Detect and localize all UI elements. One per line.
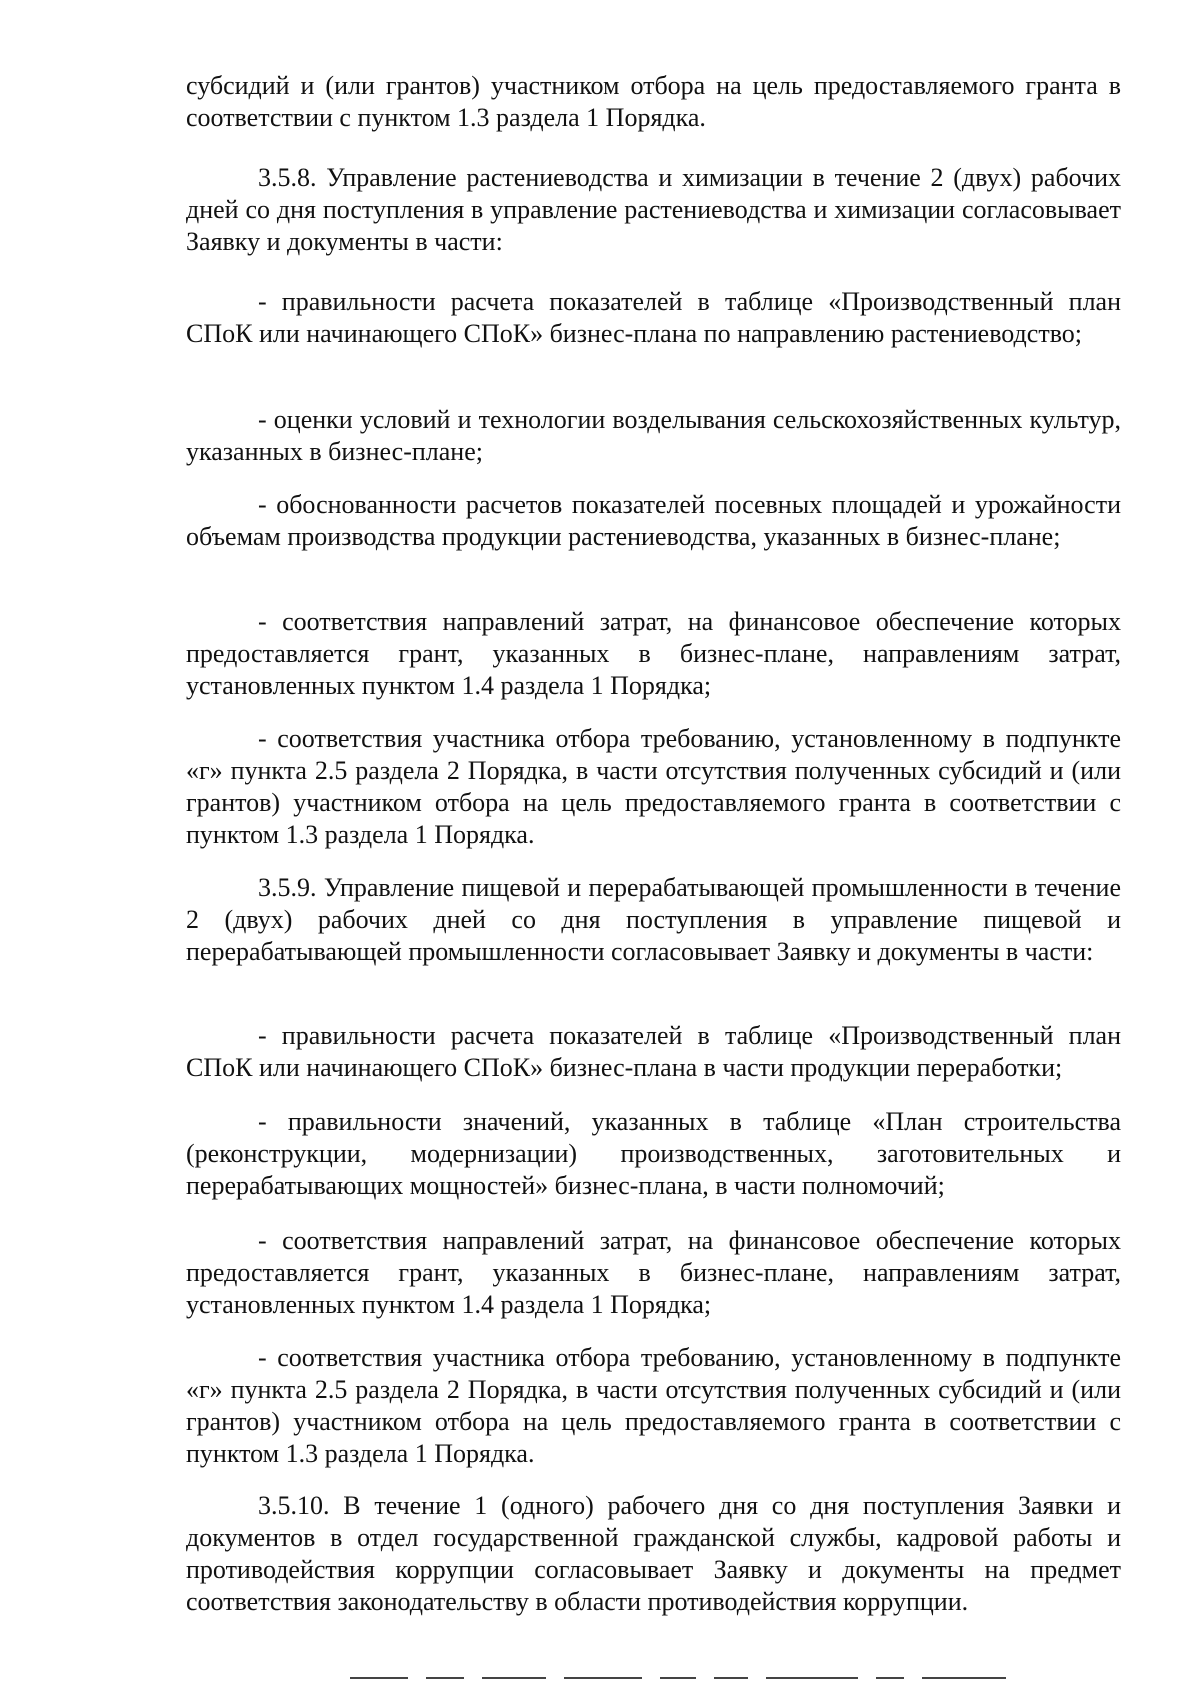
list-item-participant-requirement: - соответствия участника отбора требованию, установленному в подпункте «г» пункта 2.5 раздела 2 Порядка, в части отсутствия полученных субсидий и (или грантов) участником отбора на цель предоставляемого гранта в соответствии с пунктом 1.3 раздела 1 Порядка. bbox=[186, 724, 1121, 849]
list-item-participant-requirement-2: - соответствия участника отбора требованию, установленному в подпункте «г» пункта 2.5 раздела 2 Порядка, в части отсутствия полученных субсидий и (или грантов) участником отбора на цель предоставляемого гранта в соответствии с пунктом 1.3 раздела 1 Порядка. bbox=[186, 1343, 1121, 1468]
list-item-processing-products: - правильности расчета показателей в таблице «Производственный план СПоК или начинающего СПоК» бизнес-плана в части продукции переработки; bbox=[186, 1021, 1121, 1082]
list-item-cost-directions: - соответствия направлений затрат, на финансовое обеспечение которых предоставляется грант, указанных в бизнес-плане, направлениям затрат, установленных пунктом 1.4 раздела 1 Порядка; bbox=[186, 607, 1121, 700]
paragraph-3-5-8: 3.5.8. Управление растениеводства и химизации в течение 2 (двух) рабочих дней со дня поступления в управление растениеводства и химизации согласовывает Заявку и документы в части: bbox=[186, 163, 1121, 256]
list-item-crop-conditions: - оценки условий и технологии возделывания сельскохозяйственных культур, указанных в бизнес-плане; bbox=[186, 405, 1121, 466]
paragraph-continuation: субсидий и (или грантов) участником отбора на цель предоставляемого гранта в соответствии с пунктом 1.3 раздела 1 Порядка. bbox=[186, 71, 1121, 132]
list-item-production-plan: - правильности расчета показателей в таблице «Производственный план СПоК или начинающего СПоК» бизнес-плана по направлению растениеводство; bbox=[186, 287, 1121, 348]
paragraph-3-5-10: 3.5.10. В течение 1 (одного) рабочего дня со дня поступления Заявки и документов в отдел государственной гражданской службы, кадровой работы и противодействия коррупции согласовывает Заявку и документы на предмет соответствия законодательству в области противодействия коррупции. bbox=[186, 1491, 1121, 1616]
list-item-construction-plan: - правильности значений, указанных в таблице «План строительства (реконструкции, модернизации) производственных, заготовительных и перерабатывающих мощностей» бизнес-плана, в части полномочий; bbox=[186, 1107, 1121, 1200]
list-item-cost-directions-2: - соответствия направлений затрат, на финансовое обеспечение которых предоставляется грант, указанных в бизнес-плане, направлениям затрат, установленных пунктом 1.4 раздела 1 Порядка; bbox=[186, 1226, 1121, 1319]
scan-edge-marks bbox=[350, 1676, 1130, 1680]
list-item-area-calculations: - обоснованности расчетов показателей посевных площадей и урожайности объемам производства продукции растениеводства, указанных в бизнес-плане; bbox=[186, 490, 1121, 551]
paragraph-3-5-9: 3.5.9. Управление пищевой и перерабатывающей промышленности в течение 2 (двух) рабочих дней со дня поступления в управление пищевой и перерабатывающей промышленности согласовывает Заявку и документы в части: bbox=[186, 873, 1121, 966]
